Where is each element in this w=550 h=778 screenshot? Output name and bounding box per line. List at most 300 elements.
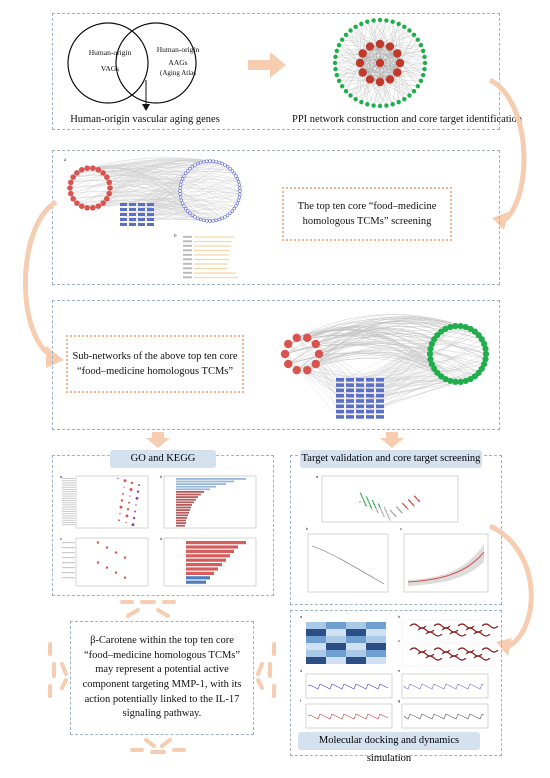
volcano-point	[370, 505, 371, 506]
kegg-dot	[124, 556, 126, 558]
herb-compound-node	[147, 213, 154, 216]
go-panel-label: b	[160, 474, 163, 479]
ppi-outer-node	[344, 89, 348, 93]
md-trace	[404, 714, 484, 719]
kegg-term-label	[62, 542, 75, 543]
herb-compound-node	[147, 203, 154, 206]
volcano-point	[361, 495, 362, 496]
volcano-point	[388, 517, 389, 518]
volcano-point	[359, 501, 360, 502]
herb-blue-node	[184, 172, 187, 175]
ppi-core-node	[358, 49, 366, 57]
herb-blue-node	[233, 207, 236, 210]
sub-compound-node	[336, 410, 344, 414]
docking-heatmap-cell	[306, 657, 326, 664]
ppi-outer-node	[371, 18, 375, 22]
herb-red-node	[90, 165, 96, 171]
go-bar	[176, 483, 226, 485]
herb-red-node	[96, 203, 102, 209]
go-term-label	[62, 496, 75, 497]
go-term-label	[62, 509, 75, 510]
herb-blue-node	[199, 161, 202, 164]
docking-heatmap-cell	[346, 657, 366, 664]
sub-compound-node	[366, 410, 374, 414]
go-dot	[119, 513, 120, 514]
go-panel-label: a	[60, 474, 63, 479]
ppi-outer-node	[344, 33, 348, 37]
sub-compound-node	[376, 410, 384, 414]
herb-compound-node	[129, 218, 136, 221]
herb-red-node	[104, 196, 110, 202]
herb-red-node	[67, 185, 73, 191]
herb-blue-node	[235, 175, 238, 178]
herb-bar-label	[183, 240, 192, 242]
herb-bar-label	[183, 254, 192, 256]
docking-heatmap-cell	[326, 636, 346, 643]
herb-blue-node	[183, 175, 186, 178]
volcano-point	[385, 510, 386, 511]
go-bar	[176, 496, 198, 498]
kegg-bar	[186, 567, 218, 570]
herb-blue-node	[209, 160, 212, 163]
go-term-label	[62, 480, 75, 481]
sub-compound-node	[376, 389, 384, 393]
herb-compound-node	[129, 203, 136, 206]
go-dot	[129, 495, 130, 496]
venn-left-label: Human-origin VAGs	[88, 48, 132, 73]
volcano-point	[408, 499, 409, 500]
ppi-outer-node	[421, 73, 425, 77]
ppi-caption: PPI network construction and core target identification	[292, 114, 523, 125]
volcano-point	[373, 501, 374, 502]
sub-red-node	[303, 366, 311, 374]
herb-bar-label	[183, 245, 192, 247]
volcano-point	[379, 505, 380, 506]
ppi-core-node	[376, 59, 384, 67]
herb-blue-node	[179, 186, 182, 189]
sub-compound-node	[366, 394, 374, 398]
volcano-point	[394, 515, 395, 516]
subnetwork-graph	[280, 306, 492, 424]
row2-label-a: a	[64, 158, 67, 163]
ppi-outer-node	[412, 89, 416, 93]
go-dot	[120, 506, 123, 509]
ppi-outer-node	[407, 28, 411, 32]
sub-compound-node	[336, 394, 344, 398]
go-dot	[136, 497, 139, 500]
herb-red-node	[74, 170, 80, 176]
sub-compound-node	[356, 394, 364, 398]
volcano-point	[392, 512, 393, 513]
ppi-core-node	[393, 49, 401, 57]
kegg-term-label	[62, 557, 75, 558]
volcano-point	[370, 506, 371, 507]
herb-compound-node	[129, 223, 136, 226]
volcano-point	[382, 512, 383, 513]
go-bar	[176, 478, 246, 480]
herb-red-node	[100, 170, 106, 176]
ppi-outer-node	[390, 20, 394, 24]
kegg-dot	[106, 546, 108, 548]
go-dot	[117, 478, 118, 479]
go-dot	[121, 499, 123, 501]
herb-red-node	[107, 185, 113, 191]
herb-compound-node	[129, 208, 136, 211]
herb-bar-label	[183, 272, 192, 274]
volcano-point	[377, 511, 378, 512]
herb-blue-node	[205, 160, 208, 163]
ppi-outer-node	[340, 38, 344, 42]
dash-arrow-bottom	[128, 736, 188, 760]
dock-panel-label: e	[398, 668, 401, 673]
kegg-term-label	[62, 567, 75, 568]
docking-heatmap-cell	[306, 643, 326, 650]
dock-panel-label: a	[300, 614, 303, 619]
sub-red-node	[312, 360, 320, 368]
volcano-point	[401, 512, 402, 513]
kegg-dot	[115, 551, 117, 553]
ppi-outer-node	[353, 25, 357, 29]
ppi-outer-node	[384, 18, 388, 22]
volcano-point	[371, 507, 372, 508]
ppi-outer-node	[421, 49, 425, 53]
go-bar	[176, 481, 234, 483]
go-term-label	[62, 522, 75, 523]
herb-red-node	[68, 191, 74, 197]
ppi-outer-node	[333, 61, 337, 65]
volcano-point	[367, 499, 368, 500]
target-validation-title: Target validation and core target screening	[300, 450, 482, 468]
dash-arrow-top	[118, 598, 178, 622]
go-dot	[133, 517, 135, 519]
kegg-bar	[186, 576, 210, 579]
go-term-label	[62, 478, 75, 479]
volcano-point	[412, 503, 413, 504]
docking-heatmap-cell	[366, 636, 386, 643]
volcano-point	[367, 498, 368, 499]
sub-compound-node	[376, 399, 384, 403]
go-dot	[126, 514, 129, 517]
sub-red-node	[303, 334, 311, 342]
herb-blue-node	[179, 193, 182, 196]
sub-compound-node	[346, 389, 354, 393]
herb-compound-node	[138, 203, 145, 206]
herb-blue-node	[196, 162, 199, 165]
subnetwork-box: Sub-networks of the above top ten core “food–medicine homologous TCMs”	[66, 335, 244, 393]
kegg-dot	[115, 571, 117, 573]
ppi-core-node	[356, 59, 364, 67]
ppi-outer-node	[353, 97, 357, 101]
ppi-core-node	[366, 42, 374, 50]
volcano-point	[376, 509, 377, 510]
dash-arrow-left	[44, 640, 68, 710]
herb-blue-node	[189, 167, 192, 170]
ppi-core-node	[396, 59, 404, 67]
herb-red-node	[106, 191, 112, 197]
ppi-outer-node	[333, 55, 337, 59]
sub-compound-node	[336, 378, 344, 382]
sub-compound-node	[346, 405, 354, 409]
ppi-core-node	[376, 40, 384, 48]
docking-heatmap-cell	[306, 622, 326, 629]
volcano-point	[389, 518, 390, 519]
herb-blue-node	[199, 218, 202, 221]
volcano-point	[373, 503, 374, 504]
herb-compound-node	[120, 218, 127, 221]
volcano-point	[418, 500, 419, 501]
herb-compound-node	[120, 208, 127, 211]
go-bar	[176, 517, 187, 519]
kegg-term-label	[62, 562, 75, 563]
herb-compound-node	[138, 213, 145, 216]
target-validation-figure	[300, 472, 496, 602]
herb-blue-node	[179, 190, 182, 193]
kegg-bar	[186, 563, 222, 566]
ppi-core-node	[366, 75, 374, 83]
ppi-outer-node	[337, 43, 341, 47]
herb-blue-node	[226, 214, 229, 217]
kegg-dot	[97, 541, 99, 543]
volcano-point	[360, 493, 361, 494]
herb-red-node	[100, 200, 106, 206]
herb-blue-node	[186, 210, 189, 213]
volcano-point	[365, 504, 366, 505]
kegg-term-label	[62, 552, 75, 553]
herb-blue-node	[189, 212, 192, 215]
herb-blue-node	[238, 183, 241, 186]
go-dot	[123, 487, 124, 488]
volcano-point	[389, 519, 390, 520]
volcano-point	[387, 514, 388, 515]
kegg-term-label	[62, 572, 75, 573]
herb-blue-node	[184, 207, 187, 210]
sub-compound-node	[336, 405, 344, 409]
herb-blue-node	[202, 219, 205, 222]
ppi-outer-node	[423, 61, 427, 65]
ppi-outer-node	[416, 84, 420, 88]
ppi-outer-node	[337, 79, 341, 83]
herb-blue-node	[180, 180, 183, 183]
herb-blue-node	[224, 164, 227, 167]
sub-red-node	[315, 350, 323, 358]
volcano-frame	[322, 476, 458, 522]
go-term-label	[62, 507, 75, 508]
kegg-dot	[97, 561, 99, 563]
herb-blue-node	[180, 199, 183, 202]
docking-heatmap-cell	[366, 629, 386, 636]
go-term-label	[62, 504, 75, 505]
herb-compound-node	[147, 208, 154, 211]
ppi-core-node	[358, 68, 366, 76]
herb-blue-node	[191, 214, 194, 217]
volcano-point	[383, 514, 384, 515]
go-dot	[122, 493, 124, 495]
herb-compound-node	[147, 223, 154, 226]
volcano-point	[362, 497, 363, 498]
venn-caption: Human-origin vascular aging genes	[70, 114, 220, 125]
go-dot	[118, 519, 120, 521]
ppi-network	[330, 16, 430, 111]
volcano-point	[409, 501, 410, 502]
sub-compound-node	[376, 383, 384, 387]
sub-compound-node	[356, 378, 364, 382]
ppi-outer-node	[422, 55, 426, 59]
volcano-point	[416, 498, 417, 499]
dock-panel-label: c	[398, 638, 400, 643]
herb-blue-node	[235, 205, 238, 208]
volcano-point	[374, 504, 375, 505]
herb-blue-node	[179, 183, 182, 186]
ppi-outer-node	[402, 25, 406, 29]
herb-blue-node	[179, 196, 182, 199]
volcano-point	[361, 494, 362, 495]
herb-blue-node	[186, 170, 189, 173]
go-term-label	[62, 518, 75, 519]
sub-compound-node	[356, 399, 364, 403]
sub-compound-node	[346, 383, 354, 387]
volcano-point	[388, 515, 389, 516]
ppi-core-node	[376, 78, 384, 86]
md-trace	[404, 684, 484, 689]
go-bar	[176, 494, 201, 496]
volcano-point	[405, 506, 406, 507]
volcano-point	[368, 502, 369, 503]
sub-green-node	[482, 346, 488, 352]
kegg-bar	[186, 545, 238, 548]
volcano-point	[364, 502, 365, 503]
docking-heatmap-cell	[346, 643, 366, 650]
sub-compound-node	[346, 394, 354, 398]
sub-compound-node	[366, 378, 374, 382]
sub-red-node	[312, 340, 320, 348]
ppi-outer-node	[365, 20, 369, 24]
ppi-outer-node	[384, 103, 388, 107]
volcano-point	[372, 500, 373, 501]
ppi-outer-node	[396, 100, 400, 104]
docking-heatmap-cell	[326, 650, 346, 657]
ppi-outer-node	[396, 22, 400, 26]
kegg-bar	[186, 550, 234, 553]
ppi-outer-node	[335, 49, 339, 53]
herb-red-node	[79, 203, 85, 209]
go-kegg-figure	[58, 472, 268, 592]
go-dot	[125, 522, 126, 523]
herb-blue-node	[209, 220, 212, 223]
docking-heatmap-cell	[326, 643, 346, 650]
kegg-bar	[186, 559, 226, 562]
go-kegg-title: GO and KEGG	[110, 450, 216, 468]
kegg-bar	[186, 572, 214, 575]
kegg-bar	[186, 554, 230, 557]
volcano-point	[385, 509, 386, 510]
docking-heatmap-cell	[366, 622, 386, 629]
ci-band	[408, 544, 484, 586]
go-dotplot-frame	[76, 476, 148, 528]
ppi-core-node	[386, 75, 394, 83]
volcano-point	[396, 506, 397, 507]
kegg-term-label	[62, 547, 75, 548]
herb-blue-node	[215, 219, 218, 222]
herb-blue-node	[221, 217, 224, 220]
sub-compound-node	[376, 378, 384, 382]
sub-compound-node	[376, 405, 384, 409]
go-term-label	[62, 498, 75, 499]
ppi-outer-node	[412, 33, 416, 37]
volcano-point	[366, 496, 367, 497]
ppi-outer-node	[365, 102, 369, 106]
volcano-point	[390, 510, 391, 511]
herb-blue-node	[238, 193, 241, 196]
row2-label-b: b	[174, 234, 177, 239]
volcano-point	[382, 513, 383, 514]
herb-compound-node	[138, 218, 145, 221]
ppi-outer-node	[422, 67, 426, 71]
herb-bar-label	[183, 236, 192, 238]
volcano-point	[398, 509, 399, 510]
volcano-point	[403, 503, 404, 504]
herb-blue-node	[237, 199, 240, 202]
herb-bar-label	[183, 249, 192, 251]
conclusion-box: β-Carotene within the top ten core “food–medicine homologous TCMs” may represent a potential active component targeting MMP-1, with its action potentially linked to the IL-17 signaling pathway.	[70, 621, 254, 735]
volcano-point	[379, 506, 380, 507]
herb-blue-node	[181, 177, 184, 180]
docking-heatmap-cell	[346, 629, 366, 636]
herb-blue-node	[237, 180, 240, 183]
ppi-outer-node	[333, 67, 337, 71]
herb-blue-node	[181, 202, 184, 205]
herb-red-node	[106, 180, 112, 186]
sub-compound-node	[356, 389, 364, 393]
herb-blue-node	[236, 202, 239, 205]
go-bar	[176, 525, 185, 527]
herb-blue-node	[196, 217, 199, 220]
sub-compound-node	[356, 405, 364, 409]
docking-heatmap-cell	[346, 636, 366, 643]
herb-bar-chart	[182, 234, 254, 282]
volcano-point	[362, 498, 363, 499]
docking-heatmap-cell	[326, 629, 346, 636]
herb-blue-node	[231, 210, 234, 213]
go-term-label	[62, 485, 75, 486]
md-trace	[308, 684, 388, 689]
ppi-outer-node	[348, 93, 352, 97]
go-term-label	[62, 487, 75, 488]
herb-blue-node	[191, 165, 194, 168]
sub-compound-node	[366, 383, 374, 387]
dash-arrow-right	[256, 640, 280, 710]
go-dot	[131, 482, 133, 484]
volcano-point	[414, 496, 415, 497]
kegg-bar	[186, 541, 246, 544]
docking-heatmap-cell	[306, 650, 326, 657]
dock-panel-label: g	[398, 698, 401, 703]
herb-compound-node	[120, 223, 127, 226]
dock-panel-label: b	[398, 614, 401, 619]
sub-compound-node	[336, 415, 344, 419]
herb-blue-node	[202, 160, 205, 163]
docking-heatmap-cell	[326, 657, 346, 664]
volcano-point	[407, 509, 408, 510]
go-dot	[134, 511, 136, 513]
go-dot	[128, 502, 130, 504]
go-dot	[130, 488, 133, 491]
herb-blue-node	[218, 218, 221, 221]
herb-blue-node	[205, 219, 208, 222]
volcano-point	[376, 508, 377, 509]
go-term-label	[62, 524, 75, 525]
volcano-point	[378, 504, 379, 505]
dock-panel-label: f	[300, 698, 302, 703]
